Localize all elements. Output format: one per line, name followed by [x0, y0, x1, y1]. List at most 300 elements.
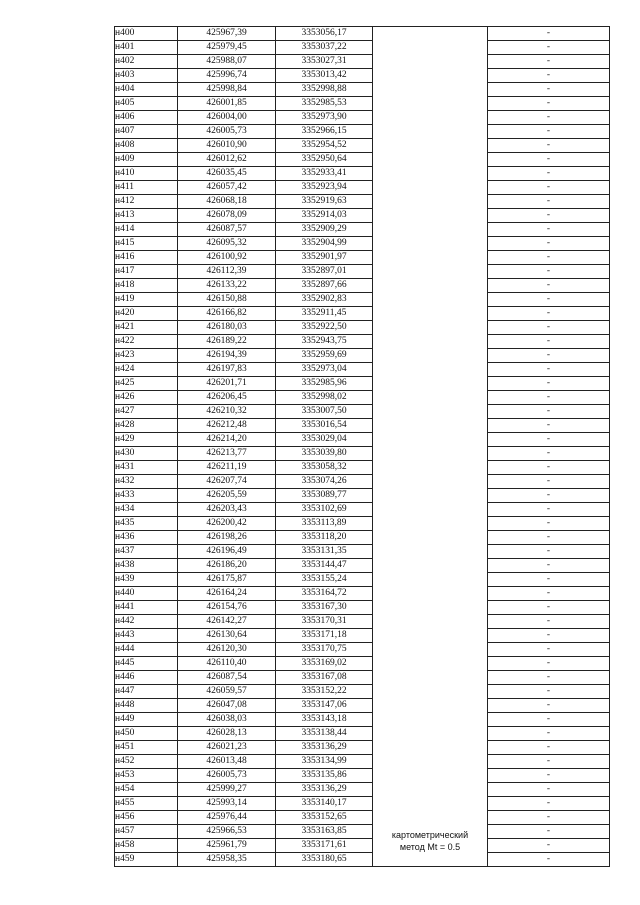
dash-cell: -	[488, 405, 610, 419]
table-row	[115, 265, 610, 279]
point-id-cell: н401	[115, 41, 178, 55]
table-row	[115, 503, 610, 517]
x-coordinate-cell: 425999,27	[178, 783, 276, 797]
y-coordinate-cell: 3353136,29	[276, 741, 373, 755]
x-coordinate-cell: 426189,22	[178, 335, 276, 349]
y-coordinate-cell: 3352933,41	[276, 167, 373, 181]
y-coordinate-cell: 3353013,42	[276, 69, 373, 83]
table-row	[115, 293, 610, 307]
table-row	[115, 279, 610, 293]
point-id-cell: н400	[115, 27, 178, 41]
table-row	[115, 27, 610, 41]
x-coordinate-cell: 425961,79	[178, 839, 276, 853]
point-id-cell: н441	[115, 601, 178, 615]
table-row	[115, 251, 610, 265]
dash-cell: -	[488, 531, 610, 545]
table-row	[115, 685, 610, 699]
dash-cell: -	[488, 97, 610, 111]
x-coordinate-cell: 426197,83	[178, 363, 276, 377]
point-id-cell: н444	[115, 643, 178, 657]
table-row	[115, 741, 610, 755]
y-coordinate-cell: 3352966,15	[276, 125, 373, 139]
y-coordinate-cell: 3353170,75	[276, 643, 373, 657]
y-coordinate-cell: 3353167,08	[276, 671, 373, 685]
point-id-cell: н458	[115, 839, 178, 853]
x-coordinate-cell: 426206,45	[178, 391, 276, 405]
table-row	[115, 657, 610, 671]
dash-cell: -	[488, 615, 610, 629]
x-coordinate-cell: 426142,27	[178, 615, 276, 629]
table-row	[115, 237, 610, 251]
point-id-cell: н431	[115, 461, 178, 475]
dash-cell: -	[488, 475, 610, 489]
point-id-cell: н436	[115, 531, 178, 545]
x-coordinate-cell: 426207,74	[178, 475, 276, 489]
table-row	[115, 531, 610, 545]
x-coordinate-cell: 426212,48	[178, 419, 276, 433]
table-row	[115, 713, 610, 727]
dash-cell: -	[488, 83, 610, 97]
dash-cell: -	[488, 727, 610, 741]
y-coordinate-cell: 3352943,75	[276, 335, 373, 349]
table-row	[115, 643, 610, 657]
table-row	[115, 139, 610, 153]
dash-cell: -	[488, 839, 610, 853]
point-id-cell: н439	[115, 573, 178, 587]
x-coordinate-cell: 425998,84	[178, 83, 276, 97]
y-coordinate-cell: 3352897,66	[276, 279, 373, 293]
point-id-cell: н424	[115, 363, 178, 377]
dash-cell: -	[488, 741, 610, 755]
dash-cell: -	[488, 69, 610, 83]
y-coordinate-cell: 3353058,32	[276, 461, 373, 475]
y-coordinate-cell: 3353138,44	[276, 727, 373, 741]
table-row	[115, 377, 610, 391]
x-coordinate-cell: 426205,59	[178, 489, 276, 503]
method-line-2: метод Mt = 0.5	[399, 842, 461, 852]
dash-cell: -	[488, 139, 610, 153]
y-coordinate-cell: 3352954,52	[276, 139, 373, 153]
table-row	[115, 797, 610, 811]
y-coordinate-cell: 3353037,22	[276, 41, 373, 55]
point-id-cell: н452	[115, 755, 178, 769]
dash-cell: -	[488, 419, 610, 433]
table-row	[115, 475, 610, 489]
table-row	[115, 545, 610, 559]
y-coordinate-cell: 3353163,85	[276, 825, 373, 839]
point-id-cell: н442	[115, 615, 178, 629]
x-coordinate-cell: 426201,71	[178, 377, 276, 391]
x-coordinate-cell: 426164,24	[178, 587, 276, 601]
x-coordinate-cell: 426130,64	[178, 629, 276, 643]
table-row	[115, 489, 610, 503]
y-coordinate-cell: 3353170,31	[276, 615, 373, 629]
table-row	[115, 111, 610, 125]
point-id-cell: н405	[115, 97, 178, 111]
y-coordinate-cell: 3353134,99	[276, 755, 373, 769]
table-row	[115, 167, 610, 181]
dash-cell: -	[488, 335, 610, 349]
y-coordinate-cell: 3353056,17	[276, 27, 373, 41]
x-coordinate-cell: 426198,26	[178, 531, 276, 545]
y-coordinate-cell: 3352919,63	[276, 195, 373, 209]
dash-cell: -	[488, 321, 610, 335]
y-coordinate-cell: 3353140,17	[276, 797, 373, 811]
x-coordinate-cell: 426211,19	[178, 461, 276, 475]
table-row	[115, 321, 610, 335]
table-row	[115, 783, 610, 797]
table-row	[115, 41, 610, 55]
x-coordinate-cell: 425988,07	[178, 55, 276, 69]
dash-cell: -	[488, 279, 610, 293]
point-id-cell: н447	[115, 685, 178, 699]
dash-cell: -	[488, 657, 610, 671]
point-id-cell: н449	[115, 713, 178, 727]
dash-cell: -	[488, 181, 610, 195]
x-coordinate-cell: 426214,20	[178, 433, 276, 447]
x-coordinate-cell: 426194,39	[178, 349, 276, 363]
point-id-cell: н414	[115, 223, 178, 237]
dash-cell: -	[488, 489, 610, 503]
dash-cell: -	[488, 349, 610, 363]
dash-cell: -	[488, 783, 610, 797]
y-coordinate-cell: 3353113,89	[276, 517, 373, 531]
dash-cell: -	[488, 699, 610, 713]
point-id-cell: н459	[115, 853, 178, 867]
y-coordinate-cell: 3353144,47	[276, 559, 373, 573]
dash-cell: -	[488, 55, 610, 69]
x-coordinate-cell: 426112,39	[178, 265, 276, 279]
point-id-cell: н412	[115, 195, 178, 209]
x-coordinate-cell: 425976,44	[178, 811, 276, 825]
y-coordinate-cell: 3353147,06	[276, 699, 373, 713]
dash-cell: -	[488, 307, 610, 321]
table-row	[115, 181, 610, 195]
table-row	[115, 209, 610, 223]
y-coordinate-cell: 3352985,53	[276, 97, 373, 111]
dash-cell: -	[488, 671, 610, 685]
y-coordinate-cell: 3353152,65	[276, 811, 373, 825]
table-row	[115, 629, 610, 643]
dash-cell: -	[488, 153, 610, 167]
x-coordinate-cell: 426110,40	[178, 657, 276, 671]
dash-cell: -	[488, 111, 610, 125]
y-coordinate-cell: 3352904,99	[276, 237, 373, 251]
x-coordinate-cell: 426005,73	[178, 125, 276, 139]
x-coordinate-cell: 426210,32	[178, 405, 276, 419]
table-row	[115, 125, 610, 139]
point-id-cell: н404	[115, 83, 178, 97]
dash-cell: -	[488, 209, 610, 223]
x-coordinate-cell: 426047,08	[178, 699, 276, 713]
dash-cell: -	[488, 559, 610, 573]
dash-cell: -	[488, 629, 610, 643]
dash-cell: -	[488, 811, 610, 825]
table-row	[115, 769, 610, 783]
table-row	[115, 419, 610, 433]
table-row	[115, 363, 610, 377]
point-id-cell: н421	[115, 321, 178, 335]
x-coordinate-cell: 426200,42	[178, 517, 276, 531]
y-coordinate-cell: 3353152,22	[276, 685, 373, 699]
x-coordinate-cell: 425958,35	[178, 853, 276, 867]
point-id-cell: н411	[115, 181, 178, 195]
y-coordinate-cell: 3352901,97	[276, 251, 373, 265]
point-id-cell: н420	[115, 307, 178, 321]
x-coordinate-cell: 426087,54	[178, 671, 276, 685]
x-coordinate-cell: 426100,92	[178, 251, 276, 265]
dash-cell: -	[488, 601, 610, 615]
dash-cell: -	[488, 643, 610, 657]
point-id-cell: н445	[115, 657, 178, 671]
table-row	[115, 671, 610, 685]
y-coordinate-cell: 3353039,80	[276, 447, 373, 461]
y-coordinate-cell: 3353171,18	[276, 629, 373, 643]
point-id-cell: н448	[115, 699, 178, 713]
x-coordinate-cell: 426010,90	[178, 139, 276, 153]
y-coordinate-cell: 3353167,30	[276, 601, 373, 615]
dash-cell: -	[488, 447, 610, 461]
y-coordinate-cell: 3353027,31	[276, 55, 373, 69]
table-row	[115, 83, 610, 97]
dash-cell: -	[488, 223, 610, 237]
point-id-cell: н440	[115, 587, 178, 601]
dash-cell: -	[488, 461, 610, 475]
y-coordinate-cell: 3352998,88	[276, 83, 373, 97]
x-coordinate-cell: 426095,32	[178, 237, 276, 251]
dash-cell: -	[488, 391, 610, 405]
method-note	[373, 829, 487, 866]
dash-cell: -	[488, 797, 610, 811]
point-id-cell: н427	[115, 405, 178, 419]
coordinates-table	[114, 26, 610, 867]
document-page	[114, 26, 604, 867]
table-row	[115, 335, 610, 349]
table-row	[115, 559, 610, 573]
point-id-cell: н415	[115, 237, 178, 251]
table-row	[115, 615, 610, 629]
x-coordinate-cell: 426213,77	[178, 447, 276, 461]
table-row	[115, 433, 610, 447]
point-id-cell: н413	[115, 209, 178, 223]
point-id-cell: н446	[115, 671, 178, 685]
y-coordinate-cell: 3353169,02	[276, 657, 373, 671]
y-coordinate-cell: 3353136,29	[276, 783, 373, 797]
point-id-cell: н437	[115, 545, 178, 559]
dash-cell: -	[488, 41, 610, 55]
point-id-cell: н435	[115, 517, 178, 531]
x-coordinate-cell: 425993,14	[178, 797, 276, 811]
dash-cell: -	[488, 587, 610, 601]
dash-cell: -	[488, 573, 610, 587]
x-coordinate-cell: 425966,53	[178, 825, 276, 839]
y-coordinate-cell: 3353131,35	[276, 545, 373, 559]
table-row	[115, 573, 610, 587]
table-row	[115, 839, 610, 853]
x-coordinate-cell: 425979,45	[178, 41, 276, 55]
point-id-cell: н422	[115, 335, 178, 349]
table-row	[115, 223, 610, 237]
y-coordinate-cell: 3352902,83	[276, 293, 373, 307]
coordinates-table-body	[115, 27, 610, 867]
point-id-cell: н416	[115, 251, 178, 265]
dash-cell: -	[488, 251, 610, 265]
x-coordinate-cell: 426186,20	[178, 559, 276, 573]
table-row	[115, 853, 610, 867]
y-coordinate-cell: 3353074,26	[276, 475, 373, 489]
point-id-cell: н433	[115, 489, 178, 503]
table-row	[115, 97, 610, 111]
point-id-cell: н456	[115, 811, 178, 825]
dash-cell: -	[488, 293, 610, 307]
table-row	[115, 699, 610, 713]
dash-cell: -	[488, 125, 610, 139]
point-id-cell: н403	[115, 69, 178, 83]
y-coordinate-cell: 3352914,03	[276, 209, 373, 223]
table-row	[115, 447, 610, 461]
y-coordinate-cell: 3353143,18	[276, 713, 373, 727]
y-coordinate-cell: 3352909,29	[276, 223, 373, 237]
y-coordinate-cell: 3353180,65	[276, 853, 373, 867]
x-coordinate-cell: 426012,62	[178, 153, 276, 167]
x-coordinate-cell: 425996,74	[178, 69, 276, 83]
point-id-cell: н450	[115, 727, 178, 741]
y-coordinate-cell: 3353102,69	[276, 503, 373, 517]
table-row	[115, 153, 610, 167]
y-coordinate-cell: 3353007,50	[276, 405, 373, 419]
point-id-cell: н402	[115, 55, 178, 69]
table-row	[115, 55, 610, 69]
x-coordinate-cell: 426001,85	[178, 97, 276, 111]
point-id-cell: н425	[115, 377, 178, 391]
point-id-cell: н454	[115, 783, 178, 797]
dash-cell: -	[488, 237, 610, 251]
method-cell	[373, 27, 488, 867]
y-coordinate-cell: 3352959,69	[276, 349, 373, 363]
table-row	[115, 69, 610, 83]
y-coordinate-cell: 3353089,77	[276, 489, 373, 503]
table-row	[115, 755, 610, 769]
dash-cell: -	[488, 363, 610, 377]
x-coordinate-cell: 426078,09	[178, 209, 276, 223]
y-coordinate-cell: 3352922,50	[276, 321, 373, 335]
x-coordinate-cell: 426068,18	[178, 195, 276, 209]
point-id-cell: н428	[115, 419, 178, 433]
y-coordinate-cell: 3352973,90	[276, 111, 373, 125]
y-coordinate-cell: 3353016,54	[276, 419, 373, 433]
dash-cell: -	[488, 713, 610, 727]
point-id-cell: н406	[115, 111, 178, 125]
x-coordinate-cell: 426133,22	[178, 279, 276, 293]
x-coordinate-cell: 426005,73	[178, 769, 276, 783]
dash-cell: -	[488, 545, 610, 559]
x-coordinate-cell: 426057,42	[178, 181, 276, 195]
x-coordinate-cell: 426035,45	[178, 167, 276, 181]
point-id-cell: н409	[115, 153, 178, 167]
x-coordinate-cell: 426154,76	[178, 601, 276, 615]
x-coordinate-cell: 426175,87	[178, 573, 276, 587]
y-coordinate-cell: 3353118,20	[276, 531, 373, 545]
table-row	[115, 349, 610, 363]
table-row	[115, 307, 610, 321]
y-coordinate-cell: 3352973,04	[276, 363, 373, 377]
table-row	[115, 405, 610, 419]
dash-cell: -	[488, 265, 610, 279]
point-id-cell: н417	[115, 265, 178, 279]
point-id-cell: н434	[115, 503, 178, 517]
x-coordinate-cell: 426166,82	[178, 307, 276, 321]
point-id-cell: н408	[115, 139, 178, 153]
y-coordinate-cell: 3353135,86	[276, 769, 373, 783]
y-coordinate-cell: 3353164,72	[276, 587, 373, 601]
y-coordinate-cell: 3352998,02	[276, 391, 373, 405]
dash-cell: -	[488, 167, 610, 181]
x-coordinate-cell: 426150,88	[178, 293, 276, 307]
point-id-cell: н418	[115, 279, 178, 293]
table-row	[115, 727, 610, 741]
dash-cell: -	[488, 433, 610, 447]
dash-cell: -	[488, 769, 610, 783]
x-coordinate-cell: 426004,00	[178, 111, 276, 125]
x-coordinate-cell: 426180,03	[178, 321, 276, 335]
point-id-cell: н407	[115, 125, 178, 139]
table-row	[115, 601, 610, 615]
point-id-cell: н457	[115, 825, 178, 839]
dash-cell: -	[488, 503, 610, 517]
table-row	[115, 825, 610, 839]
y-coordinate-cell: 3353029,04	[276, 433, 373, 447]
dash-cell: -	[488, 27, 610, 41]
dash-cell: -	[488, 853, 610, 867]
table-row	[115, 517, 610, 531]
x-coordinate-cell: 426087,57	[178, 223, 276, 237]
table-row	[115, 195, 610, 209]
x-coordinate-cell: 425967,39	[178, 27, 276, 41]
y-coordinate-cell: 3353171,61	[276, 839, 373, 853]
point-id-cell: н419	[115, 293, 178, 307]
point-id-cell: н455	[115, 797, 178, 811]
x-coordinate-cell: 426038,03	[178, 713, 276, 727]
point-id-cell: н429	[115, 433, 178, 447]
y-coordinate-cell: 3352923,94	[276, 181, 373, 195]
point-id-cell: н438	[115, 559, 178, 573]
point-id-cell: н453	[115, 769, 178, 783]
x-coordinate-cell: 426028,13	[178, 727, 276, 741]
y-coordinate-cell: 3352911,45	[276, 307, 373, 321]
point-id-cell: н451	[115, 741, 178, 755]
dash-cell: -	[488, 195, 610, 209]
point-id-cell: н410	[115, 167, 178, 181]
x-coordinate-cell: 426013,48	[178, 755, 276, 769]
point-id-cell: н423	[115, 349, 178, 363]
point-id-cell: н430	[115, 447, 178, 461]
point-id-cell: н443	[115, 629, 178, 643]
point-id-cell: н426	[115, 391, 178, 405]
dash-cell: -	[488, 825, 610, 839]
table-row	[115, 811, 610, 825]
table-row	[115, 461, 610, 475]
dash-cell: -	[488, 377, 610, 391]
table-row	[115, 391, 610, 405]
x-coordinate-cell: 426196,49	[178, 545, 276, 559]
x-coordinate-cell: 426021,23	[178, 741, 276, 755]
y-coordinate-cell: 3353155,24	[276, 573, 373, 587]
method-line-1: картометрический	[391, 830, 469, 840]
y-coordinate-cell: 3352985,96	[276, 377, 373, 391]
dash-cell: -	[488, 685, 610, 699]
dash-cell: -	[488, 517, 610, 531]
point-id-cell: н432	[115, 475, 178, 489]
